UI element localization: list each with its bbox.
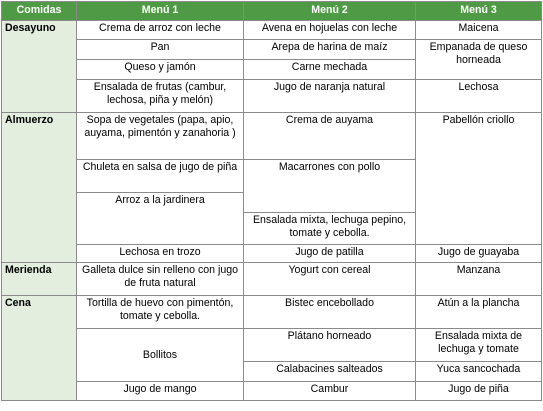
meal-merienda: Merienda xyxy=(2,263,77,296)
merienda-row xyxy=(2,263,542,296)
menu-cell: Carne mechada xyxy=(244,60,416,80)
menu-cell: Bollitos xyxy=(77,329,244,382)
menu-cell: Atún a la plancha xyxy=(416,296,542,329)
menu-cell: Manzana xyxy=(416,263,542,296)
cena-row-2 xyxy=(2,329,542,362)
header-row xyxy=(2,2,542,21)
menu-cell: Tortilla de huevo con pimentón, tomate y cebolla. xyxy=(77,296,244,329)
menu-cell: Empanada de queso horneada xyxy=(416,40,542,80)
menu-cell: Crema de auyama xyxy=(244,113,416,160)
menu-cell: Jugo de mango xyxy=(77,382,244,401)
menu-cell: Avena en hojuelas con leche xyxy=(244,21,416,40)
meal-almuerzo: Almuerzo xyxy=(2,113,77,263)
menu-cell: Jugo de guayaba xyxy=(416,245,542,263)
menu-cell: Crema de arroz con leche xyxy=(77,21,244,40)
cena-row-4 xyxy=(2,382,542,401)
menu-cell: Jugo de patilla xyxy=(244,245,416,263)
menu-cell: Ensalada mixta, lechuga pepino, tomate y cebolla. xyxy=(244,213,416,245)
menu-cell: Chuleta en salsa de jugo de piña xyxy=(77,160,244,193)
menu-cell: Macarrones con pollo xyxy=(244,160,416,213)
menu-cell: Plátano horneado xyxy=(244,329,416,362)
menu-cell: Arepa de harina de maíz xyxy=(244,40,416,60)
menu-cell: Pabellón criollo xyxy=(416,113,542,245)
meal-desayuno: Desayuno xyxy=(2,21,77,113)
menu-cell: Arroz a la jardinera xyxy=(77,193,244,245)
menu-cell: Queso y jamón xyxy=(77,60,244,80)
desayuno-row-2 xyxy=(2,40,542,60)
meal-plan-table xyxy=(1,1,542,401)
menu-cell: Bistec encebollado xyxy=(244,296,416,329)
almuerzo-row-1 xyxy=(2,113,542,160)
menu-cell: Cambur xyxy=(244,382,416,401)
menu-cell: Galleta dulce sin relleno con jugo de fruta natural xyxy=(77,263,244,296)
header-menu-3: Menú 3 xyxy=(416,2,542,21)
desayuno-row-1 xyxy=(2,21,542,40)
header-menu-1: Menú 1 xyxy=(77,2,244,21)
meal-cena: Cena xyxy=(2,296,77,401)
header-menu-2: Menú 2 xyxy=(244,2,416,21)
menu-cell: Sopa de vegetales (papa, apio, auyama, pimentón y zanahoria ) xyxy=(77,113,244,160)
almuerzo-row-5 xyxy=(2,245,542,263)
menu-cell: Lechosa en trozo xyxy=(77,245,244,263)
cena-row-1 xyxy=(2,296,542,329)
desayuno-row-4 xyxy=(2,80,542,113)
menu-cell: Pan xyxy=(77,40,244,60)
menu-cell: Ensalada de frutas (cambur, lechosa, piña y melón) xyxy=(77,80,244,113)
menu-cell: Yuca sancochada xyxy=(416,362,542,382)
menu-cell: Jugo de piña xyxy=(416,382,542,401)
menu-cell: Maicena xyxy=(416,21,542,40)
menu-cell: Lechosa xyxy=(416,80,542,113)
header-comidas: Comidas xyxy=(2,2,77,21)
menu-cell: Jugo de naranja natural xyxy=(244,80,416,113)
menu-cell: Yogurt con cereal xyxy=(244,263,416,296)
menu-cell: Calabacines salteados xyxy=(244,362,416,382)
menu-cell: Ensalada mixta de lechuga y tomate xyxy=(416,329,542,362)
